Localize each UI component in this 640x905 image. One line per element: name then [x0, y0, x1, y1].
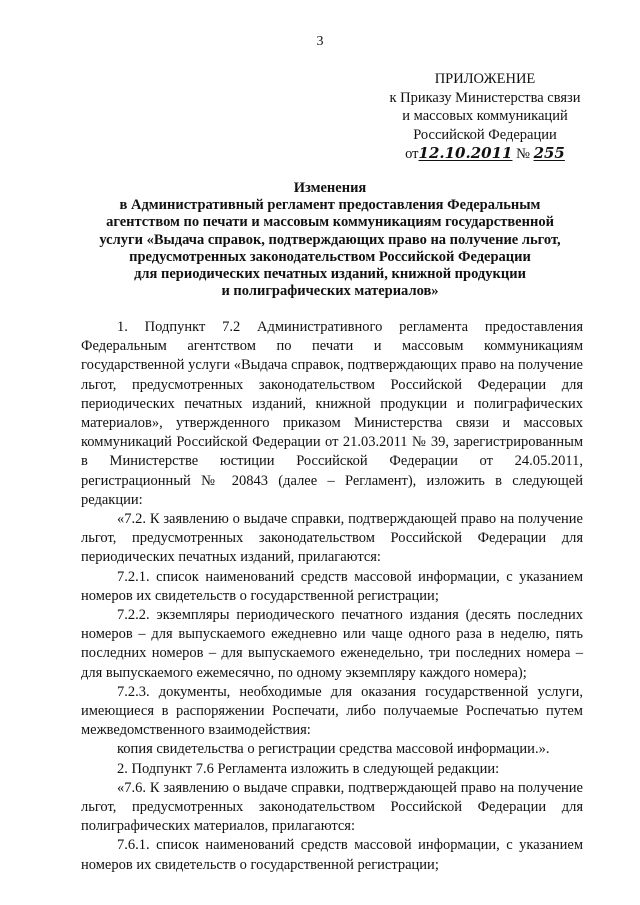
heading-line: для периодических печатных изданий, книжной продукции [134, 266, 526, 283]
paragraph-7-6-1: 7.6.1. список наименований средств массовой информации, с указанием номеров их свидетельств о государственной регистрации; [81, 837, 583, 873]
date-prefix: от [405, 146, 419, 162]
appendix-line: Российской Федерации [413, 126, 557, 143]
order-date-number [380, 144, 590, 164]
appendix-line: к Приказу Министерства связи [389, 89, 581, 106]
paragraph-copy: копия свидетельства о регистрации средства массовой информации.». [117, 741, 550, 758]
heading-line: и полиграфических материалов» [221, 283, 439, 300]
heading-line: услуги «Выдача справок, подтверждающих право на получение льгот, [99, 231, 561, 248]
appendix-title: ПРИЛОЖЕНИЕ [434, 71, 536, 87]
paragraph-1: 1. Подпункт 7.2 Административного регламента предоставления Федеральным агентством по печати и массовым коммуникациям государственной услуги «Выдача справок, подтверждающих право на получение льгот, предусмотренных законодательством Российской Федерации для периодических печатных изданий, книжной продукции и полиграфических материалов», утвержденного приказом Министерства связи и массовых коммуникаций Российской Федерации от 21.03.2011 № 39, зарегистрированным в Министерстве юстиции Российской Федерации от 24.05.2011, регистрационный № 20843 (далее – Регламент), изложить в следующей редакции: [81, 319, 583, 508]
handwritten-date: 12.10.2011 [418, 144, 513, 162]
heading-line: в Административный регламент предоставления Федеральным [119, 197, 541, 214]
paragraph-7-2-2: 7.2.2. экземпляры периодического печатного издания (десять последних номеров – для выпускаемого ежедневно или чаще одного раза в неделю, пять последних номеров – для выпускаемого еженедельно, три последних номера – для выпускаемого ежемесячно, по одному экземпляру каждого номера); [81, 607, 583, 681]
paragraph-7-2-3: 7.2.3. документы, необходимые для оказания государственной услуги, имеющиеся в распоряжении Роспечати, либо получаемые Роспечатью путем межведомственного взаимодействия: [81, 683, 583, 739]
heading-line: предусмотренных законодательством Российской Федерации [129, 248, 531, 265]
appendix-block [380, 70, 590, 164]
heading-title: Изменения [293, 180, 367, 196]
number-prefix: № [516, 146, 530, 162]
appendix-line: и массовых коммуникаций [402, 108, 568, 124]
handwritten-number: 255 [533, 144, 565, 162]
paragraph-7-2-1: 7.2.1. список наименований средств массовой информации, с указанием номеров их свидетельств о государственной регистрации; [81, 568, 583, 604]
paragraph-7-6: «7.6. К заявлению о выдаче справки, подтверждающей право на получение льгот, предусмотренных законодательством Российской Федерации для полиграфических материалов, прилагаются: [81, 779, 583, 835]
document-body [81, 318, 583, 875]
document-heading [80, 180, 580, 300]
page-number: 3 [316, 34, 324, 49]
heading-line: агентством по печати и массовым коммуникациям государственной [106, 214, 554, 231]
paragraph-7-2: «7.2. К заявлению о выдаче справки, подтверждающей право на получение льгот, предусмотренных законодательством Российской Федерации для периодических печатных изданий, прилагаются: [81, 511, 583, 566]
paragraph-2: 2. Подпункт 7.6 Регламента изложить в следующей редакции: [117, 760, 500, 777]
